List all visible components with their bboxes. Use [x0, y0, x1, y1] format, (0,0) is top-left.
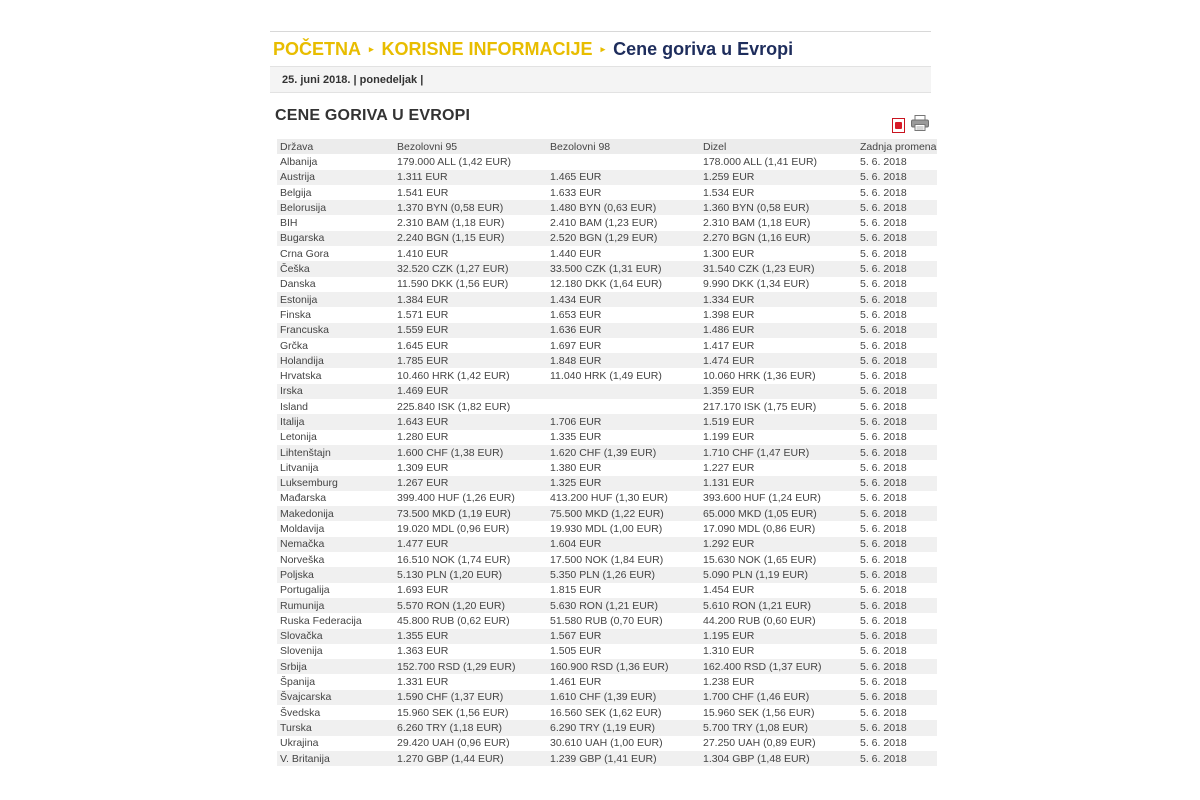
table-row	[277, 583, 937, 598]
cell-last-change: 5. 6. 2018	[857, 598, 937, 613]
table-row	[277, 521, 937, 536]
cell-unleaded-98: 1.480 BYN (0,63 EUR)	[547, 200, 700, 215]
cell-unleaded-98: 1.461 EUR	[550, 676, 602, 689]
cell-last-change: 5. 6. 2018	[857, 537, 937, 552]
cell-country: Rumunija	[277, 598, 394, 613]
table-row	[277, 567, 937, 582]
cell-country: Finska	[280, 308, 311, 321]
table-row	[277, 690, 937, 705]
cell-country: Makedonija	[277, 506, 394, 521]
cell-last-change: 5. 6. 2018	[860, 523, 907, 536]
cell-last-change: 5. 6. 2018	[860, 400, 907, 413]
cell-diesel: 1.195 EUR	[700, 629, 857, 644]
cell-unleaded-98: 1.434 EUR	[547, 292, 700, 307]
cell-unleaded-98: 1.653 EUR	[550, 308, 602, 321]
cell-country: Bugarska	[277, 231, 394, 246]
cell-last-change: 5. 6. 2018	[857, 170, 937, 185]
cell-unleaded-98: 1.706 EUR	[547, 414, 700, 429]
cell-last-change: 5. 6. 2018	[860, 584, 907, 597]
cell-unleaded-95: 45.800 RUB (0,62 EUR)	[397, 614, 510, 627]
cell-diesel: 1.131 EUR	[700, 476, 857, 491]
cell-unleaded-95: 1.785 EUR	[394, 353, 547, 368]
cell-last-change: 5. 6. 2018	[857, 323, 937, 338]
table-row	[277, 537, 937, 552]
cell-last-change: 5. 6. 2018	[860, 186, 907, 199]
cell-unleaded-98: 1.380 EUR	[550, 461, 602, 474]
table-body	[277, 154, 937, 766]
cell-unleaded-98: 1.325 EUR	[547, 476, 700, 491]
table-row	[277, 598, 937, 613]
cell-last-change: 5. 6. 2018	[860, 553, 907, 566]
fuel-price-table	[277, 139, 937, 766]
cell-last-change: 5. 6. 2018	[857, 414, 937, 429]
cell-diesel: 1.259 EUR	[700, 170, 857, 185]
table-row	[277, 185, 937, 200]
cell-last-change: 5. 6. 2018	[860, 706, 907, 719]
cell-last-change: 5. 6. 2018	[860, 492, 907, 505]
cell-unleaded-95: 1.469 EUR	[394, 384, 547, 399]
cell-country: Letonija	[280, 431, 317, 444]
cell-country: Mađarska	[280, 492, 327, 505]
page-title: CENE GORIVA U EVROPI	[275, 107, 471, 124]
table-row	[277, 445, 937, 460]
cell-unleaded-98: 19.930 MDL (1,00 EUR)	[550, 523, 663, 536]
cell-diesel: 393.600 HUF (1,24 EUR)	[703, 492, 821, 505]
cell-unleaded-95: 1.477 EUR	[394, 537, 547, 552]
cell-last-change: 5. 6. 2018	[857, 751, 937, 766]
cell-unleaded-95: 1.590 CHF (1,37 EUR)	[394, 690, 547, 705]
cell-country: Litvanija	[280, 461, 319, 474]
cell-unleaded-95: 179.000 ALL (1,42 EUR)	[397, 155, 512, 168]
cell-last-change: 5. 6. 2018	[860, 737, 907, 750]
cell-last-change: 5. 6. 2018	[857, 629, 937, 644]
cell-country: Turska	[277, 720, 394, 735]
table-row	[277, 277, 937, 292]
cell-diesel: 15.960 SEK (1,56 EUR)	[703, 706, 815, 719]
cell-country: Slovačka	[277, 629, 394, 644]
cell-last-change: 5. 6. 2018	[860, 370, 907, 383]
cell-last-change: 5. 6. 2018	[857, 659, 937, 674]
cell-country: Danska	[280, 278, 316, 291]
cell-diesel: 1.238 EUR	[703, 676, 755, 689]
breadcrumb-section-link[interactable]: KORISNE INFORMACIJE	[381, 38, 593, 59]
cell-country: Slovenija	[280, 645, 323, 658]
cell-diesel: 1.292 EUR	[700, 537, 857, 552]
cell-unleaded-98	[547, 384, 700, 399]
cell-country: Lihtenštajn	[277, 445, 394, 460]
cell-unleaded-98: 1.604 EUR	[547, 537, 700, 552]
cell-last-change: 5. 6. 2018	[857, 292, 937, 307]
table-row	[277, 414, 937, 429]
cell-country: Irska	[277, 384, 394, 399]
cell-unleaded-95: 1.370 BYN (0,58 EUR)	[394, 200, 547, 215]
table-row	[277, 384, 937, 399]
cell-diesel: 162.400 RSD (1,37 EUR)	[700, 659, 857, 674]
breadcrumb-separator-icon: ▸	[369, 43, 374, 54]
table-row	[277, 491, 937, 506]
cell-unleaded-98: 1.848 EUR	[547, 353, 700, 368]
cell-country: Švedska	[280, 706, 321, 719]
cell-unleaded-98: 30.610 UAH (1,00 EUR)	[550, 737, 663, 750]
cell-last-change: 5. 6. 2018	[857, 506, 937, 521]
cell-last-change: 5. 6. 2018	[860, 217, 907, 230]
table-row	[277, 307, 937, 322]
cell-country: Italija	[277, 414, 394, 429]
cell-diesel: 1.486 EUR	[700, 323, 857, 338]
cell-diesel: 1.359 EUR	[700, 384, 857, 399]
cell-unleaded-95: 2.310 BAM (1,18 EUR)	[397, 217, 505, 230]
cell-last-change: 5. 6. 2018	[860, 247, 907, 260]
table-row	[277, 659, 937, 674]
cell-unleaded-95: 1.559 EUR	[394, 323, 547, 338]
table-row	[277, 736, 937, 751]
cell-diesel: 217.170 ISK (1,75 EUR)	[703, 400, 817, 413]
cell-unleaded-98: 2.410 BAM (1,23 EUR)	[550, 217, 658, 230]
cell-diesel: 1.334 EUR	[700, 292, 857, 307]
cell-unleaded-95: 1.410 EUR	[397, 247, 449, 260]
cell-unleaded-95: 1.270 GBP (1,44 EUR)	[394, 751, 547, 766]
cell-diesel: 2.270 BGN (1,16 EUR)	[700, 231, 857, 246]
cell-last-change: 5. 6. 2018	[857, 720, 937, 735]
cell-last-change: 5. 6. 2018	[857, 445, 937, 460]
table-row	[277, 323, 937, 338]
column-header-country: Država	[277, 139, 394, 154]
cell-unleaded-98: 160.900 RSD (1,36 EUR)	[547, 659, 700, 674]
cell-country: BIH	[280, 217, 298, 230]
cell-last-change: 5. 6. 2018	[860, 278, 907, 291]
cell-unleaded-98: 1.567 EUR	[547, 629, 700, 644]
breadcrumb-current: Cene goriva u Evropi	[613, 38, 794, 59]
cell-diesel: 5.090 PLN (1,19 EUR)	[700, 567, 857, 582]
print-icon[interactable]	[911, 115, 929, 136]
cell-unleaded-98: 12.180 DKK (1,64 EUR)	[550, 278, 663, 291]
table-row	[277, 720, 937, 735]
cell-diesel: 1.519 EUR	[700, 414, 857, 429]
cell-unleaded-95: 11.590 DKK (1,56 EUR)	[397, 278, 509, 291]
cell-last-change: 5. 6. 2018	[860, 431, 907, 444]
cell-unleaded-95: 6.260 TRY (1,18 EUR)	[394, 720, 547, 735]
cell-last-change: 5. 6. 2018	[857, 261, 937, 276]
cell-diesel: 65.000 MKD (1,05 EUR)	[700, 506, 857, 521]
column-header-diesel: Dizel	[700, 139, 857, 154]
table-row	[277, 292, 937, 307]
cell-diesel: 5.610 RON (1,21 EUR)	[700, 598, 857, 613]
table-row	[277, 506, 937, 521]
cell-country: Belgija	[280, 186, 312, 199]
cell-unleaded-98: 5.630 RON (1,21 EUR)	[547, 598, 700, 613]
cell-country: Poljska	[277, 567, 394, 582]
cell-country: Crna Gora	[280, 247, 330, 260]
table-row	[277, 644, 937, 659]
cell-diesel: 10.060 HRK (1,36 EUR)	[703, 370, 816, 383]
cell-unleaded-95: 1.645 EUR	[397, 339, 449, 352]
cell-country: Belorusija	[277, 200, 394, 215]
cell-unleaded-95: 16.510 NOK (1,74 EUR)	[397, 553, 511, 566]
cell-diesel: 1.360 BYN (0,58 EUR)	[700, 200, 857, 215]
cell-unleaded-98: 5.350 PLN (1,26 EUR)	[547, 567, 700, 582]
table-row	[277, 338, 937, 353]
cell-last-change: 5. 6. 2018	[857, 476, 937, 491]
table-row	[277, 705, 937, 720]
cell-unleaded-95: 1.267 EUR	[394, 476, 547, 491]
cell-country: Austrija	[277, 170, 394, 185]
cell-diesel: 1.227 EUR	[703, 461, 755, 474]
cell-unleaded-95: 73.500 MKD (1,19 EUR)	[394, 506, 547, 521]
cell-country: Moldavija	[280, 523, 325, 536]
column-header-unleaded-95: Bezolovni 95	[394, 139, 547, 154]
cell-country: Holandija	[277, 353, 394, 368]
cell-diesel: 1.700 CHF (1,46 EUR)	[700, 690, 857, 705]
cell-country: Hrvatska	[280, 370, 322, 383]
cell-country: Francuska	[277, 323, 394, 338]
cell-diesel: 27.250 UAH (0,89 EUR)	[703, 737, 816, 750]
cell-last-change: 5. 6. 2018	[860, 614, 907, 627]
table-row	[277, 170, 937, 185]
cell-unleaded-98: 1.633 EUR	[550, 186, 602, 199]
cell-diesel: 1.398 EUR	[703, 308, 755, 321]
cell-last-change: 5. 6. 2018	[860, 645, 907, 658]
cell-unleaded-95: 15.960 SEK (1,56 EUR)	[397, 706, 509, 719]
cell-diesel: 15.630 NOK (1,65 EUR)	[703, 553, 817, 566]
cell-diesel: 44.200 RUB (0,60 EUR)	[703, 614, 816, 627]
cell-unleaded-95: 399.400 HUF (1,26 EUR)	[397, 492, 515, 505]
table-header-row	[277, 139, 937, 154]
table-row	[277, 246, 937, 261]
cell-unleaded-98: 2.520 BGN (1,29 EUR)	[547, 231, 700, 246]
cell-unleaded-98: 16.560 SEK (1,62 EUR)	[550, 706, 662, 719]
cell-unleaded-98	[547, 154, 700, 169]
cell-unleaded-98: 1.620 CHF (1,39 EUR)	[547, 445, 700, 460]
cell-unleaded-95: 19.020 MDL (0,96 EUR)	[397, 523, 510, 536]
cell-diesel: 2.310 BAM (1,18 EUR)	[703, 217, 811, 230]
table-row	[277, 215, 937, 230]
cell-country: Luksemburg	[277, 476, 394, 491]
cell-country: Island	[280, 400, 309, 413]
cell-last-change: 5. 6. 2018	[860, 339, 907, 352]
cell-country: Ukrajina	[280, 737, 319, 750]
cell-unleaded-98: 1.610 CHF (1,39 EUR)	[547, 690, 700, 705]
cell-last-change: 5. 6. 2018	[860, 155, 907, 168]
title-row	[270, 93, 931, 139]
cell-country: Estonija	[277, 292, 394, 307]
cell-country: Španija	[280, 676, 316, 689]
cell-last-change: 5. 6. 2018	[857, 690, 937, 705]
column-header-unleaded-98: Bezolovni 98	[547, 139, 700, 154]
cell-unleaded-98: 75.500 MKD (1,22 EUR)	[547, 506, 700, 521]
cell-country: V. Britanija	[277, 751, 394, 766]
breadcrumb	[270, 32, 931, 66]
cell-country: Grčka	[280, 339, 309, 352]
pdf-icon[interactable]	[892, 118, 905, 133]
cell-diesel: 1.474 EUR	[700, 353, 857, 368]
cell-unleaded-95: 152.700 RSD (1,29 EUR)	[394, 659, 547, 674]
cell-diesel: 9.990 DKK (1,34 EUR)	[703, 278, 810, 291]
cell-unleaded-98: 1.440 EUR	[550, 247, 602, 260]
cell-unleaded-98: 1.636 EUR	[547, 323, 700, 338]
table-row	[277, 154, 937, 169]
table-row	[277, 200, 937, 215]
cell-unleaded-95: 225.840 ISK (1,82 EUR)	[397, 400, 511, 413]
column-header-last-change: Zadnja promena	[857, 139, 937, 154]
cell-unleaded-95: 1.571 EUR	[397, 308, 449, 321]
date-text: 25. juni 2018. | ponedeljak |	[282, 73, 424, 86]
cell-unleaded-98: 1.505 EUR	[550, 645, 602, 658]
cell-unleaded-95: 1.280 EUR	[397, 431, 449, 444]
cell-unleaded-95: 1.384 EUR	[394, 292, 547, 307]
cell-diesel: 1.710 CHF (1,47 EUR)	[700, 445, 857, 460]
cell-unleaded-95: 2.240 BGN (1,15 EUR)	[394, 231, 547, 246]
cell-country: Srbija	[277, 659, 394, 674]
cell-unleaded-98: 413.200 HUF (1,30 EUR)	[550, 492, 668, 505]
table-row	[277, 629, 937, 644]
page-container	[270, 31, 937, 766]
cell-unleaded-98: 33.500 CZK (1,31 EUR)	[547, 261, 700, 276]
cell-diesel: 1.199 EUR	[703, 431, 755, 444]
page-actions	[892, 115, 929, 136]
table-row	[277, 261, 937, 276]
cell-country: Norveška	[280, 553, 325, 566]
cell-unleaded-95: 10.460 HRK (1,42 EUR)	[397, 370, 510, 383]
cell-unleaded-98: 1.697 EUR	[550, 339, 602, 352]
cell-diesel: 1.304 GBP (1,48 EUR)	[700, 751, 857, 766]
cell-unleaded-95: 29.420 UAH (0,96 EUR)	[397, 737, 510, 750]
cell-diesel: 31.540 CZK (1,23 EUR)	[700, 261, 857, 276]
cell-last-change: 5. 6. 2018	[857, 353, 937, 368]
cell-unleaded-98: 11.040 HRK (1,49 EUR)	[550, 370, 662, 383]
cell-unleaded-95: 1.355 EUR	[394, 629, 547, 644]
cell-diesel: 17.090 MDL (0,86 EUR)	[703, 523, 816, 536]
cell-unleaded-98: 1.335 EUR	[550, 431, 602, 444]
cell-diesel: 5.700 TRY (1,08 EUR)	[700, 720, 857, 735]
cell-unleaded-98: 1.465 EUR	[547, 170, 700, 185]
cell-diesel: 1.310 EUR	[703, 645, 755, 658]
cell-last-change: 5. 6. 2018	[857, 200, 937, 215]
cell-last-change: 5. 6. 2018	[860, 676, 907, 689]
table-row	[277, 399, 937, 414]
cell-last-change: 5. 6. 2018	[860, 308, 907, 321]
cell-last-change: 5. 6. 2018	[857, 384, 937, 399]
cell-unleaded-95: 1.311 EUR	[394, 170, 547, 185]
table-row	[277, 674, 937, 689]
cell-country: Švajcarska	[277, 690, 394, 705]
cell-unleaded-95: 1.331 EUR	[397, 676, 449, 689]
cell-last-change: 5. 6. 2018	[857, 567, 937, 582]
cell-country: Nemačka	[277, 537, 394, 552]
cell-unleaded-95: 5.130 PLN (1,20 EUR)	[394, 567, 547, 582]
cell-unleaded-98: 6.290 TRY (1,19 EUR)	[547, 720, 700, 735]
cell-unleaded-98: 1.239 GBP (1,41 EUR)	[547, 751, 700, 766]
cell-unleaded-95: 1.693 EUR	[397, 584, 449, 597]
cell-last-change: 5. 6. 2018	[857, 231, 937, 246]
cell-diesel: 1.534 EUR	[703, 186, 755, 199]
cell-diesel: 178.000 ALL (1,41 EUR)	[703, 155, 818, 168]
cell-unleaded-95: 5.570 RON (1,20 EUR)	[394, 598, 547, 613]
cell-unleaded-98: 17.500 NOK (1,84 EUR)	[550, 553, 664, 566]
breadcrumb-separator-icon: ▸	[600, 43, 606, 54]
cell-country: Ruska Federacija	[280, 614, 362, 627]
table-row	[277, 460, 937, 475]
cell-country: Češka	[277, 261, 394, 276]
table-row	[277, 430, 937, 445]
table-row	[277, 552, 937, 567]
cell-unleaded-98: 1.815 EUR	[550, 584, 602, 597]
cell-unleaded-95: 1.541 EUR	[397, 186, 449, 199]
date-bar	[270, 66, 931, 93]
cell-unleaded-95: 1.309 EUR	[397, 461, 449, 474]
table-row	[277, 231, 937, 246]
cell-unleaded-98	[547, 399, 700, 414]
cell-unleaded-95: 1.363 EUR	[397, 645, 449, 658]
table-row	[277, 368, 937, 383]
table-row	[277, 353, 937, 368]
cell-diesel: 1.454 EUR	[703, 584, 755, 597]
breadcrumb-home-link[interactable]: POČETNA	[273, 38, 362, 59]
cell-country: Portugalija	[280, 584, 330, 597]
cell-unleaded-98: 51.580 RUB (0,70 EUR)	[550, 614, 663, 627]
table-row	[277, 751, 937, 766]
cell-unleaded-95: 1.643 EUR	[394, 414, 547, 429]
cell-diesel: 1.300 EUR	[703, 247, 755, 260]
cell-unleaded-95: 1.600 CHF (1,38 EUR)	[394, 445, 547, 460]
cell-last-change: 5. 6. 2018	[860, 461, 907, 474]
table-row	[277, 476, 937, 491]
table-row	[277, 613, 937, 628]
cell-unleaded-95: 32.520 CZK (1,27 EUR)	[394, 261, 547, 276]
cell-country: Albanija	[280, 155, 318, 168]
cell-diesel: 1.417 EUR	[703, 339, 755, 352]
